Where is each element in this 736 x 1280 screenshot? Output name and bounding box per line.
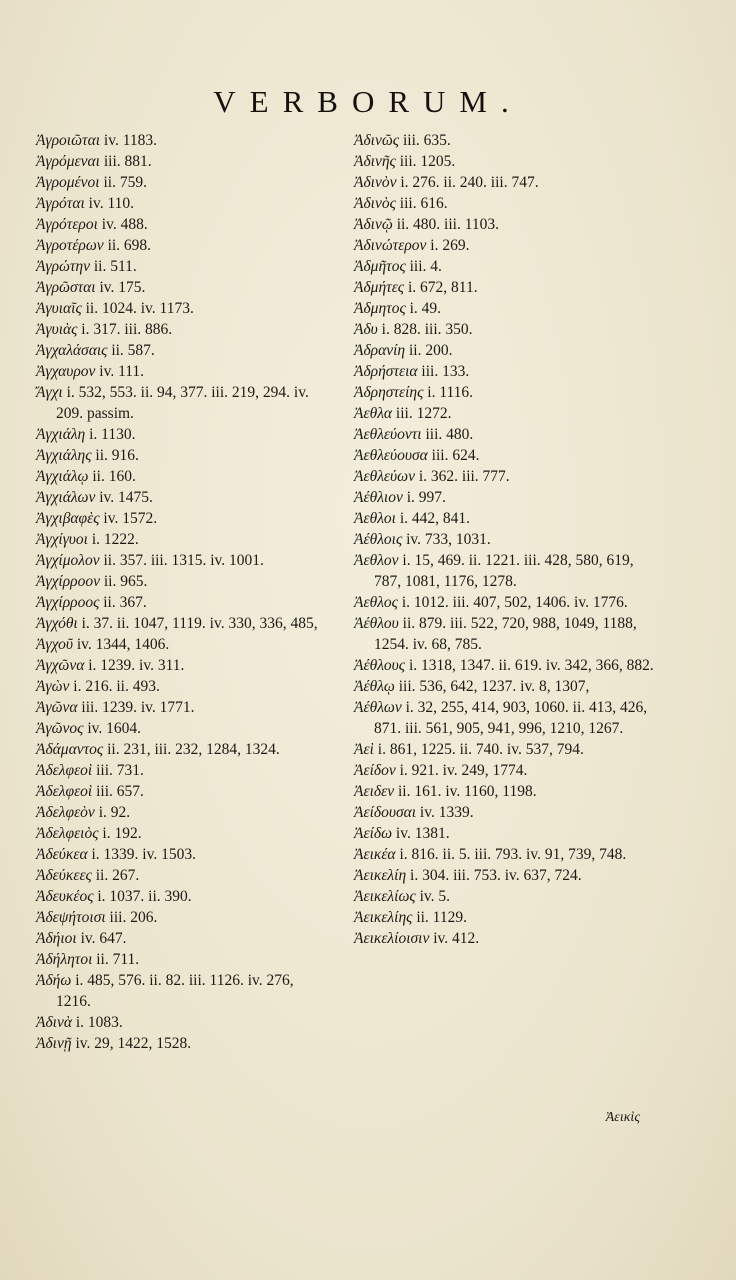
index-entry bbox=[354, 907, 654, 928]
headword: Ἀγρώτην bbox=[36, 258, 90, 275]
index-entry bbox=[36, 1033, 332, 1054]
index-entry bbox=[36, 508, 332, 529]
references: i. 304. iii. 753. iv. 637, 724. bbox=[410, 867, 582, 884]
headword: Ἀδμήτες bbox=[354, 279, 405, 296]
index-entry bbox=[354, 886, 654, 907]
index-entry bbox=[354, 151, 654, 172]
headword: Ἀδινώτερον bbox=[354, 237, 427, 254]
references: iv. 1339. bbox=[419, 804, 474, 821]
index-entry bbox=[36, 718, 332, 739]
references: iii. 4. bbox=[409, 258, 442, 275]
references: ii. 759. bbox=[103, 174, 147, 191]
headword: Ἀγρῶσται bbox=[36, 279, 96, 296]
index-entry bbox=[354, 130, 654, 151]
index-entry bbox=[354, 781, 654, 802]
references: iii. 1205. bbox=[399, 153, 456, 170]
headword: Ἀδινὰ bbox=[36, 1014, 72, 1031]
references: iii. 536, 642, 1237. iv. 8, 1307, bbox=[398, 678, 590, 695]
references: ii. 160. bbox=[92, 468, 136, 485]
index-entry bbox=[354, 256, 654, 277]
index-entry bbox=[36, 781, 332, 802]
headword: Ἀδρήστεια bbox=[354, 363, 418, 380]
references: i. 362. iii. 777. bbox=[418, 468, 510, 485]
index-entry bbox=[36, 802, 332, 823]
headword: Ἀδεύκεες bbox=[36, 867, 92, 884]
headword: Ἀγῶνα bbox=[36, 699, 78, 716]
references: i. 1037. ii. 390. bbox=[97, 888, 192, 905]
references: i. 861, 1225. ii. 740. iv. 537, 794. bbox=[377, 741, 584, 758]
headword: Ἀγχίμολον bbox=[36, 552, 100, 569]
index-entry bbox=[354, 508, 654, 529]
index-entry bbox=[36, 634, 332, 655]
headword: Ἀειδεν bbox=[354, 783, 395, 800]
index-entry bbox=[354, 697, 654, 739]
references: iv. 488. bbox=[101, 216, 148, 233]
index-entry bbox=[354, 613, 654, 655]
references: iv. 412. bbox=[433, 930, 480, 947]
headword: Ἀεθλεύων bbox=[354, 468, 415, 485]
index-entry bbox=[36, 151, 332, 172]
headword: Ἀγχόθι bbox=[36, 615, 78, 632]
headword: Ἀγρομένοι bbox=[36, 174, 100, 191]
references: ii. 587. bbox=[111, 342, 155, 359]
headword: Ἀγχαυρον bbox=[36, 363, 96, 380]
headword: Ἀγυιὰς bbox=[36, 321, 78, 338]
references: i. 442, 841. bbox=[399, 510, 471, 527]
references: iii. 881. bbox=[103, 153, 152, 170]
references: i. 1116. bbox=[427, 384, 474, 401]
references: ii. 511. bbox=[93, 258, 137, 275]
index-entry bbox=[36, 214, 332, 235]
references: iv. 1475. bbox=[99, 489, 153, 506]
references: ii. 480. iii. 1103. bbox=[396, 216, 500, 233]
index-entry bbox=[36, 256, 332, 277]
headword: Ἀέθλιον bbox=[354, 489, 403, 506]
headword: Ἀέθλοις bbox=[354, 531, 403, 548]
references: i. 216. ii. 493. bbox=[73, 678, 160, 695]
references: iii. 480. bbox=[425, 426, 474, 443]
index-entry bbox=[36, 466, 332, 487]
index-entry bbox=[36, 340, 332, 361]
headword: Ἀδινῷ bbox=[354, 216, 393, 233]
references: i. 269. bbox=[430, 237, 470, 254]
index-entry bbox=[354, 193, 654, 214]
index-entry bbox=[354, 760, 654, 781]
index-entry bbox=[354, 865, 654, 886]
references: ii. 231, iii. 232, 1284, 1324. bbox=[107, 741, 280, 758]
headword: Ἀδεύκεα bbox=[36, 846, 88, 863]
headword: Ἀγχῶνα bbox=[36, 657, 85, 674]
index-entry bbox=[36, 445, 332, 466]
index-entry bbox=[354, 319, 654, 340]
headword: Ἀδελφειὸς bbox=[36, 825, 99, 842]
index-entry bbox=[354, 676, 654, 697]
headword: Ἀεικελίοισιν bbox=[354, 930, 430, 947]
headword: Ἀέθλους bbox=[354, 657, 406, 674]
index-entry bbox=[354, 235, 654, 256]
references: i. 317. iii. 886. bbox=[81, 321, 173, 338]
index-entry bbox=[354, 466, 654, 487]
references: ii. 1024. iv. 1173. bbox=[85, 300, 194, 317]
headword: Ἀγχίγυοι bbox=[36, 531, 88, 548]
headword: Ἀέθλῳ bbox=[354, 678, 395, 695]
references: i. 49. bbox=[409, 300, 442, 317]
index-column-right bbox=[354, 130, 654, 949]
index-entry bbox=[354, 403, 654, 424]
headword: Ἀδελφεοὶ bbox=[36, 762, 93, 779]
references: iv. 111. bbox=[99, 363, 145, 380]
index-entry bbox=[354, 487, 654, 508]
index-entry bbox=[36, 1012, 332, 1033]
index-entry bbox=[354, 445, 654, 466]
references: ii. 916. bbox=[95, 447, 139, 464]
headword: Ἀεικελίως bbox=[354, 888, 416, 905]
references: iv. 1344, 1406. bbox=[76, 636, 170, 653]
references: iv. 5. bbox=[419, 888, 450, 905]
headword: Ἀεθλος bbox=[354, 594, 398, 611]
references: i. 1083. bbox=[75, 1014, 123, 1031]
headword: Ἀδελφεοὶ bbox=[36, 783, 93, 800]
index-entry bbox=[354, 382, 654, 403]
references: iv. 110. bbox=[88, 195, 134, 212]
references: ii. 965. bbox=[103, 573, 148, 590]
headword: Ἀδελφεὸν bbox=[36, 804, 95, 821]
index-entry bbox=[354, 823, 654, 844]
headword: Ἀδευκέος bbox=[36, 888, 94, 905]
index-entry bbox=[354, 277, 654, 298]
references: iv. 29, 1422, 1528. bbox=[75, 1035, 192, 1052]
references: iv. 647. bbox=[80, 930, 127, 947]
references: i. 1339. iv. 1503. bbox=[91, 846, 196, 863]
headword: Ἀέθλου bbox=[354, 615, 399, 632]
index-entry bbox=[36, 298, 332, 319]
headword: Ἀεθλεύοντι bbox=[354, 426, 422, 443]
references: i. 1012. iii. 407, 502, 1406. iv. 1776. bbox=[401, 594, 628, 611]
index-entry bbox=[36, 235, 332, 256]
headword: Ἀδεψήτοισι bbox=[36, 909, 106, 926]
index-entry bbox=[36, 886, 332, 907]
references: i. 816. ii. 5. iii. 793. iv. 91, 739, 748. bbox=[399, 846, 627, 863]
index-entry bbox=[36, 760, 332, 781]
headword: Ἀδρανίη bbox=[354, 342, 406, 359]
headword: Ἀέθλων bbox=[354, 699, 402, 716]
headword: Ἀδμῆτος bbox=[354, 258, 406, 275]
references: ii. 711. bbox=[96, 951, 140, 968]
index-entry bbox=[36, 676, 332, 697]
headword: Ἀδινῶς bbox=[354, 132, 400, 149]
headword: Ἀεικελίης bbox=[354, 909, 413, 926]
references: i. 1130. bbox=[89, 426, 136, 443]
headword: Ἀγροτέρων bbox=[36, 237, 104, 254]
headword: Ἀεθλα bbox=[354, 405, 393, 422]
index-entry bbox=[354, 739, 654, 760]
index-entry bbox=[36, 970, 332, 1012]
headword: Ἀεθλοι bbox=[354, 510, 396, 527]
references: iv. 1381. bbox=[395, 825, 450, 842]
references: iii. 206. bbox=[109, 909, 158, 926]
headword: Ἀγυιαῖς bbox=[36, 300, 82, 317]
index-entry bbox=[36, 592, 332, 613]
references: i. 32, 255, 414, 903, 1060. ii. 413, 426, 871. iii. 561, 905, 941, 996, 1210, 1267. bbox=[374, 699, 648, 737]
headword: Ἀγχιάλῳ bbox=[36, 468, 89, 485]
index-entry bbox=[36, 424, 332, 445]
references: iii. 1239. iv. 1771. bbox=[81, 699, 195, 716]
index-entry bbox=[36, 571, 332, 592]
headword: Ἀδινὸν bbox=[354, 174, 397, 191]
index-entry bbox=[36, 382, 332, 424]
references: i. 997. bbox=[406, 489, 446, 506]
references: ii. 879. iii. 522, 720, 988, 1049, 1188, 1254. iv. 68, 785. bbox=[374, 615, 637, 653]
headword: Ἀγρόται bbox=[36, 195, 85, 212]
index-entry bbox=[354, 361, 654, 382]
headword: Ἀγχιάλης bbox=[36, 447, 92, 464]
catchword: Ἀεικὶς bbox=[605, 1110, 640, 1125]
index-entry bbox=[36, 928, 332, 949]
references: i. 485, 576. ii. 82. iii. 1126. iv. 276, 1216. bbox=[56, 972, 294, 1010]
headword: Ἀεικέα bbox=[354, 846, 396, 863]
index-entry bbox=[36, 844, 332, 865]
headword: Ἀδινῆς bbox=[354, 153, 396, 170]
index-entry bbox=[354, 844, 654, 865]
headword: Ἄγχι bbox=[36, 384, 63, 401]
references: ii. 357. iii. 1315. iv. 1001. bbox=[103, 552, 264, 569]
headword: Ἀγχίρροος bbox=[36, 594, 100, 611]
references: i. 532, 553. ii. 94, 377. iii. 219, 294. iv. 209. passim. bbox=[56, 384, 309, 422]
references: iv. 733, 1031. bbox=[406, 531, 491, 548]
headword: Ἀγχιβαφὲς bbox=[36, 510, 100, 527]
headword: Ἀγρόμεναι bbox=[36, 153, 100, 170]
index-entry bbox=[36, 172, 332, 193]
index-entry bbox=[354, 298, 654, 319]
headword: Ἀγροιῶται bbox=[36, 132, 101, 149]
references: ii. 161. iv. 1160, 1198. bbox=[397, 783, 537, 800]
references: ii. 267. bbox=[95, 867, 140, 884]
headword: Ἀδινῇ bbox=[36, 1035, 72, 1052]
index-entry bbox=[36, 550, 332, 571]
index-entry bbox=[36, 865, 332, 886]
index-entry bbox=[36, 193, 332, 214]
references: ii. 1129. bbox=[416, 909, 467, 926]
index-entry bbox=[36, 823, 332, 844]
index-entry bbox=[354, 172, 654, 193]
references: iii. 635. bbox=[402, 132, 451, 149]
references: i. 828. iii. 350. bbox=[381, 321, 473, 338]
headword: Ἀγρότεροι bbox=[36, 216, 98, 233]
index-entry bbox=[354, 529, 654, 550]
index-entry bbox=[36, 697, 332, 718]
headword: Ἀείδουσαι bbox=[354, 804, 417, 821]
references: i. 15, 469. ii. 1221. iii. 428, 580, 619, 787, 1081, 1176, 1278. bbox=[374, 552, 634, 590]
index-entry bbox=[36, 613, 332, 634]
references: iii. 731. bbox=[96, 762, 144, 779]
headword: Ἀγχαλάσαις bbox=[36, 342, 108, 359]
references: iii. 133. bbox=[421, 363, 470, 380]
running-title: VERBORUM. bbox=[213, 84, 523, 119]
index-entry bbox=[354, 592, 654, 613]
index-column-left bbox=[36, 130, 332, 1054]
references: iv. 1572. bbox=[103, 510, 158, 527]
references: iv. 1183. bbox=[103, 132, 157, 149]
headword: Ἀγὼν bbox=[36, 678, 70, 695]
references: ii. 200. bbox=[409, 342, 453, 359]
index-entry bbox=[354, 655, 654, 676]
headword: Ἀγχιάλων bbox=[36, 489, 96, 506]
headword: Ἀείδω bbox=[354, 825, 393, 842]
references: i. 192. bbox=[102, 825, 142, 842]
headword: Ἀδινὸς bbox=[354, 195, 396, 212]
headword: Ἀεθλεύουσα bbox=[354, 447, 428, 464]
index-entry bbox=[354, 802, 654, 823]
index-entry bbox=[36, 487, 332, 508]
references: i. 37. ii. 1047, 1119. iv. 330, 336, 485, bbox=[81, 615, 318, 632]
headword: Ἀδάμαντος bbox=[36, 741, 104, 758]
headword: Ἀεὶ bbox=[354, 741, 374, 758]
references: iii. 657. bbox=[96, 783, 144, 800]
index-entry bbox=[36, 130, 332, 151]
references: i. 276. ii. 240. iii. 747. bbox=[400, 174, 539, 191]
index-entry bbox=[36, 277, 332, 298]
index-entry bbox=[36, 361, 332, 382]
headword: Ἀδμητος bbox=[354, 300, 406, 317]
headword: Ἀεικελίη bbox=[354, 867, 407, 884]
index-entry bbox=[36, 655, 332, 676]
references: i. 1318, 1347. ii. 619. iv. 342, 366, 882. bbox=[408, 657, 654, 674]
index-entry bbox=[354, 550, 654, 592]
index-entry bbox=[36, 529, 332, 550]
references: i. 1239. iv. 311. bbox=[88, 657, 185, 674]
headword: Ἀδήιοι bbox=[36, 930, 77, 947]
headword: Ἀγχοῦ bbox=[36, 636, 73, 653]
index-entry bbox=[354, 340, 654, 361]
index-entry bbox=[36, 907, 332, 928]
index-entry bbox=[354, 424, 654, 445]
references: i. 1222. bbox=[91, 531, 139, 548]
references: i. 921. iv. 249, 1774. bbox=[399, 762, 528, 779]
headword: Ἀγχίρροον bbox=[36, 573, 100, 590]
headword: Ἀγῶνος bbox=[36, 720, 84, 737]
index-entry bbox=[36, 739, 332, 760]
index-entry bbox=[354, 928, 654, 949]
references: ii. 698. bbox=[107, 237, 152, 254]
references: i. 92. bbox=[98, 804, 131, 821]
headword: Ἀεθλον bbox=[354, 552, 399, 569]
references: iv. 175. bbox=[99, 279, 146, 296]
index-entry bbox=[36, 319, 332, 340]
headword: Ἀδρηστείης bbox=[354, 384, 424, 401]
headword: Ἀγχιάλη bbox=[36, 426, 86, 443]
headword: Ἀδυ bbox=[354, 321, 378, 338]
references: iv. 1604. bbox=[87, 720, 142, 737]
headword: Ἀδήω bbox=[36, 972, 72, 989]
references: iii. 624. bbox=[431, 447, 480, 464]
headword: Ἀείδον bbox=[354, 762, 396, 779]
headword: Ἀδήλητοι bbox=[36, 951, 93, 968]
references: iii. 616. bbox=[399, 195, 448, 212]
references: ii. 367. bbox=[103, 594, 147, 611]
references: i. 672, 811. bbox=[407, 279, 478, 296]
references: iii. 1272. bbox=[395, 405, 452, 422]
index-entry bbox=[36, 949, 332, 970]
index-entry bbox=[354, 214, 654, 235]
